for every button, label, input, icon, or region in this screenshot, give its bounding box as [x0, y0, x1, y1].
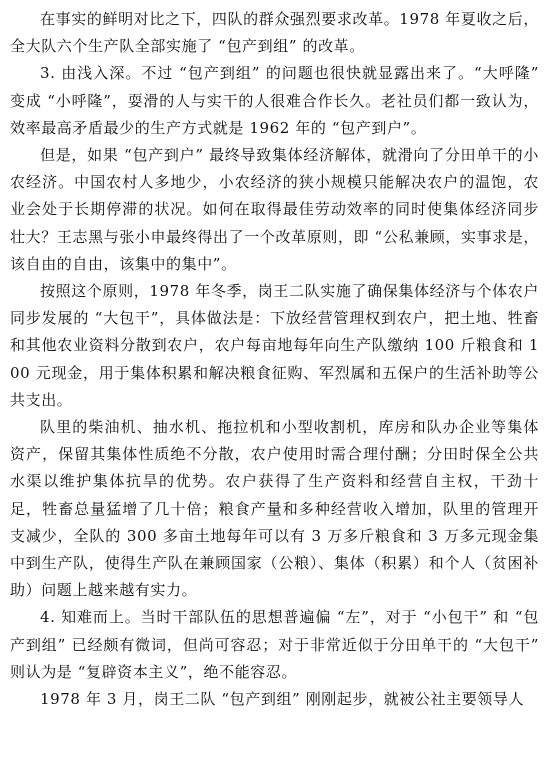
paragraph-6: 4. 知难而上。当时干部队伍的思想普遍偏 “左”，对于 “小包干” 和 “包产到组” 已经颇有微词，但尚可容忍；对于非常近似于分田单干的 “大包干” 则认为是 “复辟资本主义”，绝不能容忍。 — [10, 608, 539, 681]
paragraph-1: 在事实的鲜明对比之下，四队的群众强烈要求改革。1978 年夏收之后，全大队六个生产队全部实施了 “包产到组” 的改革。 — [10, 10, 539, 56]
paragraph-5: 队里的柴油机、抽水机、拖拉机和小型收割机，库房和队办企业等集体资产，保留其集体性质绝不分散，农户使用时需合理付酬；分田时保全公共水渠以维护集体抗旱的优势。农户获得了生产资料和经营自主权，干劲十足，牲畜总量猛增了几十倍；粮食产量和多种经营收入增加，队里的管理开支减少，全队的 300 多亩土地每年可以有 3 万多斤粮食和 3 万多元现金集中到生产队，使得生产队在兼顾国家（公粮）、集体（积累）和个人（贫困补助）问题上越来越有实力。 — [10, 418, 539, 600]
paragraph-7: 1978 年 3 月，岗王二队 “包产到组” 刚刚起步，就被公社主要领导人 — [40, 690, 525, 709]
paragraph-2: 3. 由浅入深。不过 “包产到组” 的问题也很快就显露出来了。“大呼隆” 变成 “小呼隆”，耍滑的人与实干的人很难合作长久。老社员们都一致认为，效率最高矛盾最少的生产方式就是 1962 年的 “包产到户”。 — [10, 64, 539, 137]
paragraph-3: 但是，如果 “包产到户” 最终导致集体经济解体，就滑向了分田单干的小农经济。中国农村人多地少，小农经济的狭小规模只能解决农户的温饱，农业会处于长期停滞的状况。如何在取得最佳劳动效率的同时使集体经济同步壮大？王志黑与张小申最终得出了一个改革原则，即 “公私兼顾，实事求是，该自由的自由，该集中的集中”。 — [10, 146, 539, 273]
paragraph-4: 按照这个原则，1978 年冬季，岗王二队实施了确保集体经济与个体农户同步发展的 “大包干”，具体做法是：下放经营管理权到农户，把土地、牲畜和其他农业资料分散到农户，农户每亩地每年向生产队缴纳 100 斤粮食和 100 元现金，用于集体积累和解决粮食征购、军烈属和五保户的生活补助等公共支出。 — [10, 282, 539, 409]
